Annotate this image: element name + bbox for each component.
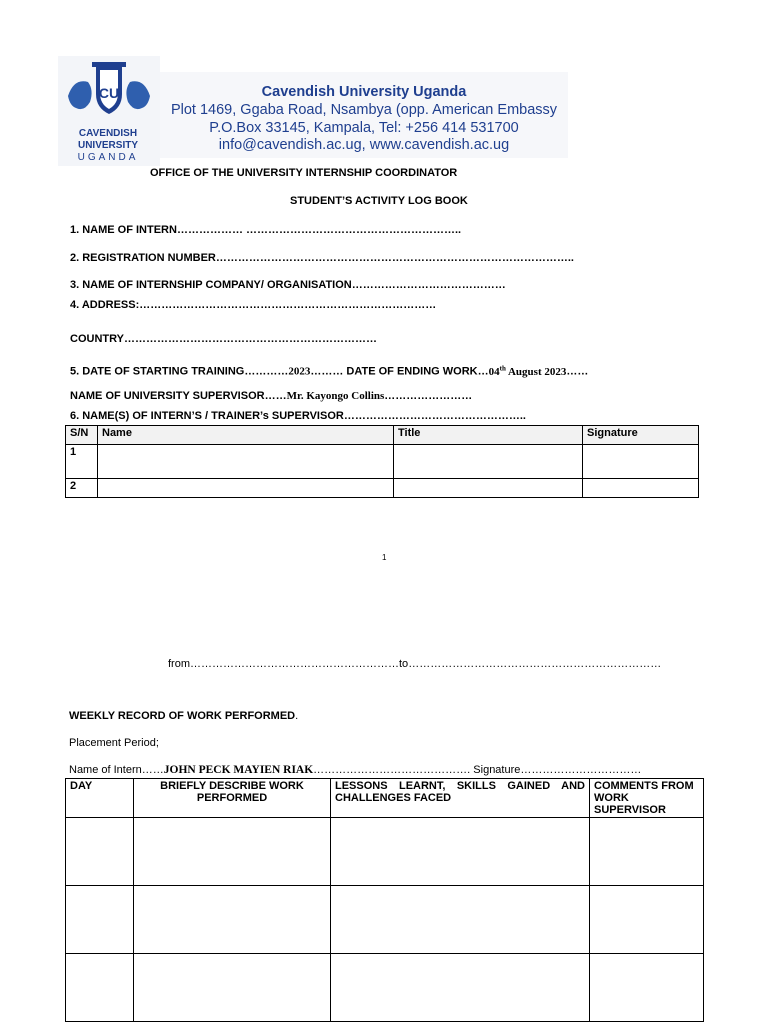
supervisor-dots: …………………… <box>384 390 473 402</box>
letterhead <box>160 72 568 158</box>
table-cell[interactable] <box>98 445 394 479</box>
university-logo <box>58 56 160 166</box>
column-header: COMMENTS FROM WORK SUPERVISOR <box>590 779 704 818</box>
logo-text-line: UGANDA <box>77 152 139 163</box>
signature-label: Signature…………………………… <box>470 764 642 776</box>
table-header-row <box>66 779 704 818</box>
period-range <box>168 658 661 670</box>
end-date-dots: …… <box>566 365 589 378</box>
table-cell: 1 <box>66 445 98 479</box>
intern-name-field: 1. NAME OF INTERN……………… ………………………………………………….. <box>70 224 462 236</box>
svg-text:CU: CU <box>98 85 120 101</box>
university-name: Cavendish University Uganda <box>261 84 467 100</box>
column-header: S/N <box>66 426 98 445</box>
log-title: STUDENT’S ACTIVITY LOG BOOK <box>290 195 468 207</box>
table-cell: 2 <box>66 479 98 498</box>
office-title: OFFICE OF THE UNIVERSITY INTERNSHIP COORDINATOR <box>150 167 458 179</box>
from-label: from <box>168 658 190 670</box>
table-cell[interactable] <box>590 954 704 1022</box>
intern-name: JOHN PECK MAYIEN RIAK <box>163 764 314 776</box>
work-table <box>65 778 704 1022</box>
table-cell[interactable] <box>331 954 590 1022</box>
table-cell[interactable] <box>134 818 331 886</box>
table-cell[interactable] <box>590 886 704 954</box>
page-number: 1 <box>382 553 387 562</box>
table-row <box>66 479 699 498</box>
table-cell[interactable] <box>583 445 699 479</box>
intern-signature-line <box>69 764 641 776</box>
column-header: Title <box>394 426 583 445</box>
table-cell[interactable] <box>134 886 331 954</box>
table-cell[interactable] <box>394 479 583 498</box>
weekly-record-title: WEEKLY RECORD OF WORK PERFORMED. <box>69 710 299 722</box>
address-field: 4. ADDRESS:……………………………………………………………………… <box>70 299 437 311</box>
supervisor-table <box>65 425 699 498</box>
table-cell[interactable] <box>134 954 331 1022</box>
table-row <box>66 954 704 1022</box>
table-cell[interactable] <box>331 818 590 886</box>
table-cell[interactable] <box>331 886 590 954</box>
column-header: DAY <box>66 779 134 818</box>
table-cell[interactable] <box>66 818 134 886</box>
column-header: BRIEFLY DESCRIBE WORK PERFORMED <box>134 779 331 818</box>
start-year: 2023 <box>288 365 311 378</box>
intern-dots: ……………………………………. <box>313 764 471 776</box>
to-label: to <box>399 658 409 670</box>
column-header: Signature <box>583 426 699 445</box>
university-supervisor <box>70 390 472 402</box>
logo-text-line: CAVENDISH <box>78 128 138 139</box>
table-row <box>66 445 699 479</box>
end-date-label: ……… DATE OF ENDING WORK… <box>310 365 489 378</box>
column-header: LESSONS LEARNT, SKILLS GAINED AND CHALLENGES FACED <box>331 779 590 818</box>
table-cell[interactable] <box>590 818 704 886</box>
supervisor-label: NAME OF UNIVERSITY SUPERVISOR…… <box>70 390 287 402</box>
table-row <box>66 886 704 954</box>
table-cell[interactable] <box>98 479 394 498</box>
table-cell[interactable] <box>66 886 134 954</box>
table-header-row <box>66 426 699 445</box>
trainer-supervisor-field: 6. NAME(S) OF INTERN’S / TRAINER’s SUPERVISOR………………………………………….. <box>70 410 526 422</box>
table-row <box>66 818 704 886</box>
table-cell[interactable] <box>66 954 134 1022</box>
country-field: COUNTRY…………………………………………………………… <box>70 333 377 345</box>
training-dates <box>70 364 588 378</box>
registration-field: 2. REGISTRATION NUMBER…………………………………………………………………………………….. <box>70 252 574 264</box>
address-line: Plot 1469, Ggaba Road, Nsambya (opp. American Embassy <box>170 102 558 118</box>
table-cell[interactable] <box>583 479 699 498</box>
po-box-line: P.O.Box 33145, Kampala, Tel: +256 414 531700 <box>209 120 519 136</box>
table-cell[interactable] <box>394 445 583 479</box>
supervisor-name: Mr. Kayongo Collins <box>286 390 385 402</box>
intern-label: Name of Intern…… <box>69 764 164 776</box>
logo-text-line: UNIVERSITY <box>77 140 138 151</box>
contact-line: info@cavendish.ac.ug, www.cavendish.ac.ug <box>218 137 510 153</box>
placement-period: Placement Period; <box>69 737 159 749</box>
end-date: 04th August 2023 <box>488 364 567 378</box>
from-dots: ………………………………………………… <box>190 658 399 670</box>
column-header: Name <box>98 426 394 445</box>
company-field: 3. NAME OF INTERNSHIP COMPANY/ ORGANISATION…………………………………… <box>70 279 506 291</box>
to-dots: …………………………………………………………… <box>408 658 662 670</box>
start-date-label: 5. DATE OF STARTING TRAINING………… <box>70 365 289 378</box>
